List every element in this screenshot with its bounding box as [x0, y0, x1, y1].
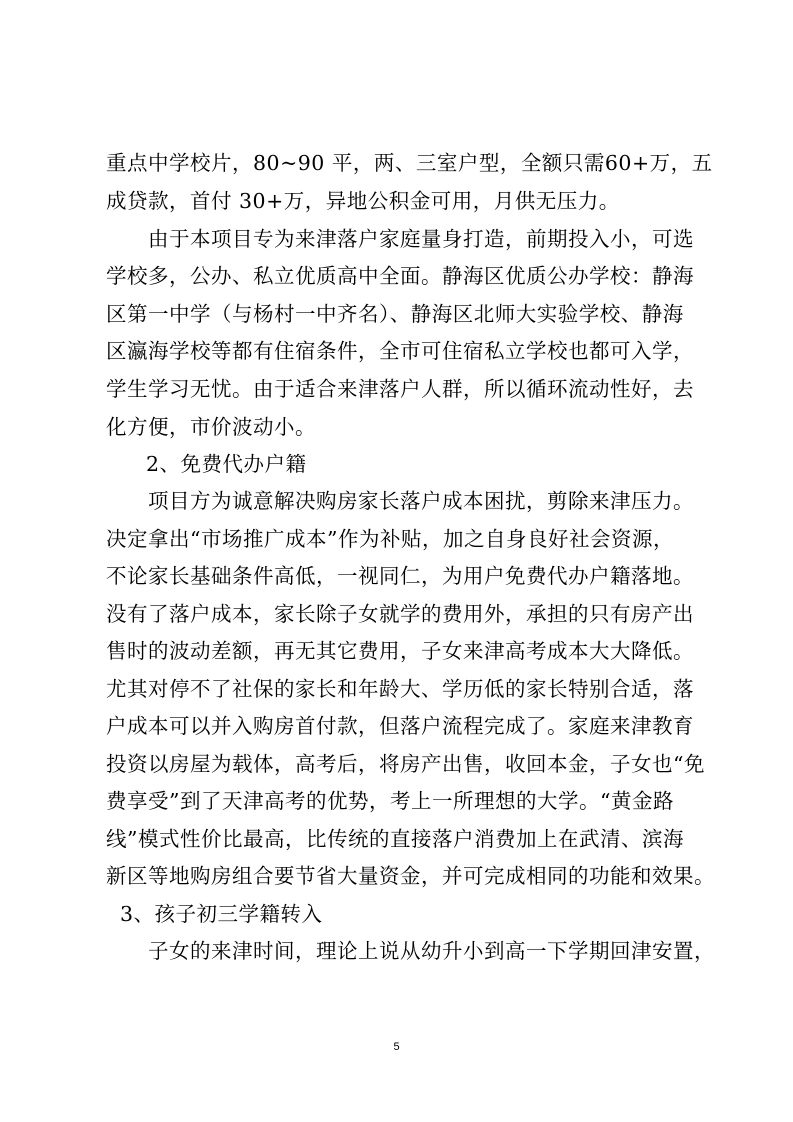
text-line: 区第一中学（与杨村一中齐名）、静海区北师大实验学校、静海	[106, 302, 684, 326]
text-line: 成贷款，首付 30+万，异地公积金可用，月供无压力。	[106, 189, 620, 213]
text-line: 化方便，市价波动小。	[106, 415, 316, 439]
text-line: 子女的来津时间，理论上说从幼升小到高一下学期回津安置，	[148, 939, 715, 963]
text-line: 学生学习无忧。由于适合来津落户人群，所以循环流动性好，去	[106, 377, 694, 401]
text-line: 投资以房屋为载体，高考后，将房产出售，收回本金，子女也“免	[106, 752, 705, 776]
text-line: 重点中学校片，80~90 平，两、三室户型，全额只需60+万，五	[106, 151, 713, 175]
text-line: 户成本可以并入购房首付款，但落户流程完成了。家庭来津教育	[106, 714, 694, 738]
text-line: 由于本项目专为来津落户家庭量身打造，前期投入小，可选	[148, 227, 694, 251]
text-line: 决定拿出“市场推广成本”作为补贴，加之自身良好社会资源，	[106, 527, 674, 551]
text-line: 区瀛海学校等都有住宿条件，全市可住宿私立学校也都可入学，	[106, 339, 694, 363]
text-line: 新区等地购房组合要节省大量资金，并可完成相同的功能和效果。	[106, 864, 715, 888]
text-line: 项目方为诚意解决购房家长落户成本困扰，剪除来津压力。	[148, 489, 694, 513]
text-line: 不论家长基础条件高低，一视同仁，为用户免费代办户籍落地。	[106, 564, 694, 588]
text-line: 售时的波动差额，再无其它费用，子女来津高考成本大大降低。	[106, 639, 694, 663]
section-heading: 3、孩子初三学籍转入	[120, 902, 323, 926]
text-line: 没有了落户成本，家长除子女就学的费用外，承担的只有房产出	[106, 602, 694, 626]
text-line: 尤其对停不了社保的家长和年龄大、学历低的家长特别合适，落	[106, 677, 694, 701]
text-line: 学校多，公办、私立优质高中全面。静海区优质公办学校：静海	[106, 264, 694, 288]
page-number: 5	[393, 1041, 400, 1053]
text-line: 费享受”到了天津高考的优势，考上一所理想的大学。“黄金路	[106, 789, 674, 813]
section-heading: 2、免费代办户籍	[146, 452, 307, 476]
text-line: 线”模式性价比最高，比传统的直接落户消费加上在武清、滨海	[106, 827, 684, 851]
